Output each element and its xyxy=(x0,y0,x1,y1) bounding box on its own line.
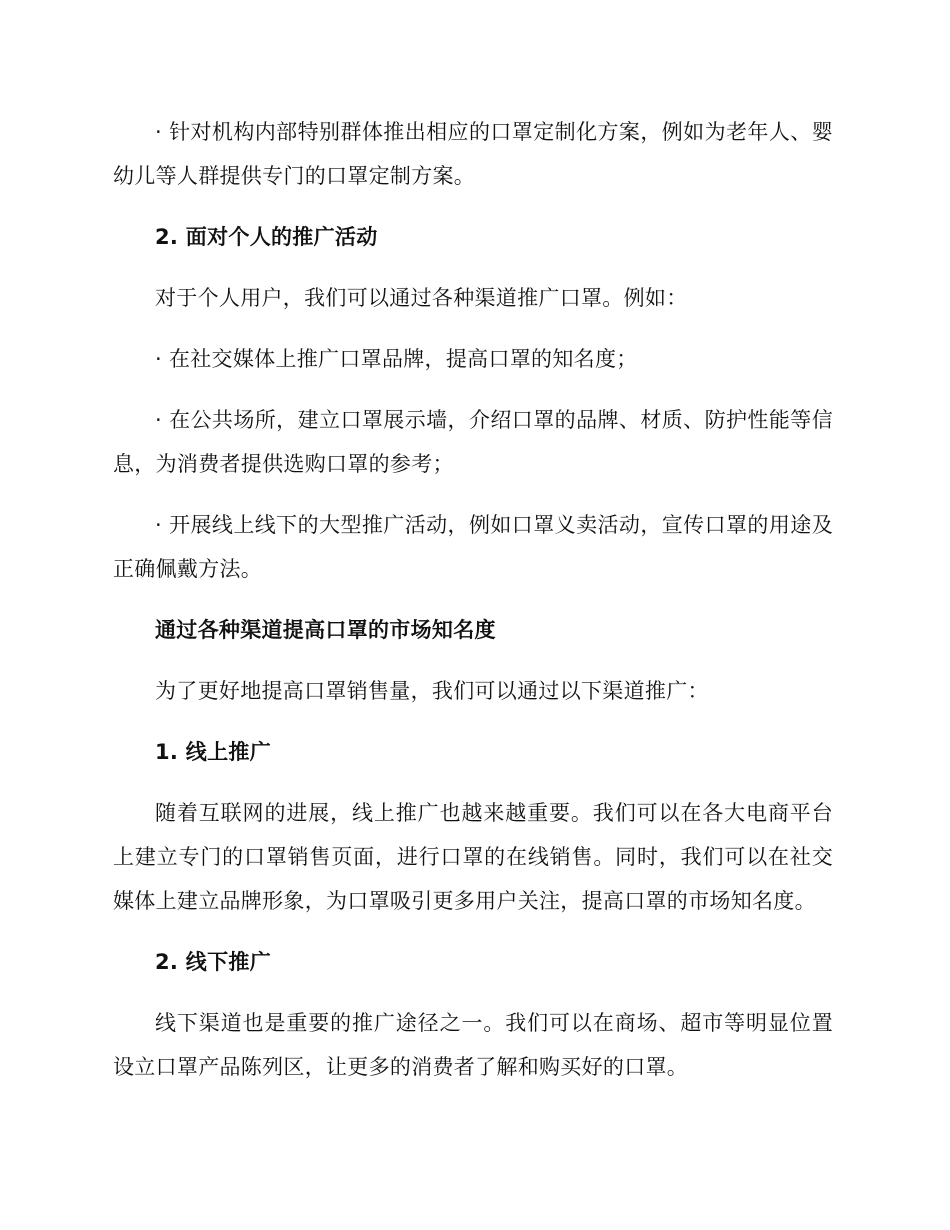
paragraph-offline-promotion: 线下渠道也是重要的推广途径之一。我们可以在商场、超市等明显位置设立口罩产品陈列区，让更多的消费者了解和购买好的口罩。 xyxy=(113,1011,833,1079)
paragraph-large-campaign: · 开展线上线下的大型推广活动，例如口罩义卖活动，宣传口罩的用途及正确佩戴方法。 xyxy=(113,513,833,581)
paragraph-individual-intro: 对于个人用户，我们可以通过各种渠道推广口罩。例如： xyxy=(155,286,688,310)
paragraph-channels-intro: 为了更好地提高口罩销售量，我们可以通过以下渠道推广： xyxy=(155,679,709,703)
paragraph-online-promotion: 随着互联网的进展，线上推广也越来越重要。我们可以在各大电商平台上建立专门的口罩销售页面，进行口罩的在线销售。同时，我们可以在社交媒体上建立品牌形象，为口罩吸引更多用户关注，提高口罩的市场知名度。 xyxy=(113,801,833,913)
heading-market-awareness: 通过各种渠道提高口罩的市场知名度 xyxy=(155,618,496,642)
paragraph-social-media: · 在社交媒体上推广口罩品牌，提高口罩的知名度； xyxy=(155,347,638,371)
heading-online-promotion: 1. 线上推广 xyxy=(155,740,271,764)
paragraph-public-display: · 在公共场所，建立口罩展示墙，介绍口罩的品牌、材质、防护性能等信息，为消费者提供选购口罩的参考； xyxy=(113,408,833,476)
document-page xyxy=(113,110,833,1106)
heading-individual-promotion: 2. 面对个人的推广活动 xyxy=(155,225,378,249)
heading-offline-promotion: 2. 线下推广 xyxy=(155,950,271,974)
paragraph-custom-masks: · 针对机构内部特别群体推出相应的口罩定制化方案，例如为老年人、婴幼儿等人群提供专门的口罩定制方案。 xyxy=(113,120,833,188)
